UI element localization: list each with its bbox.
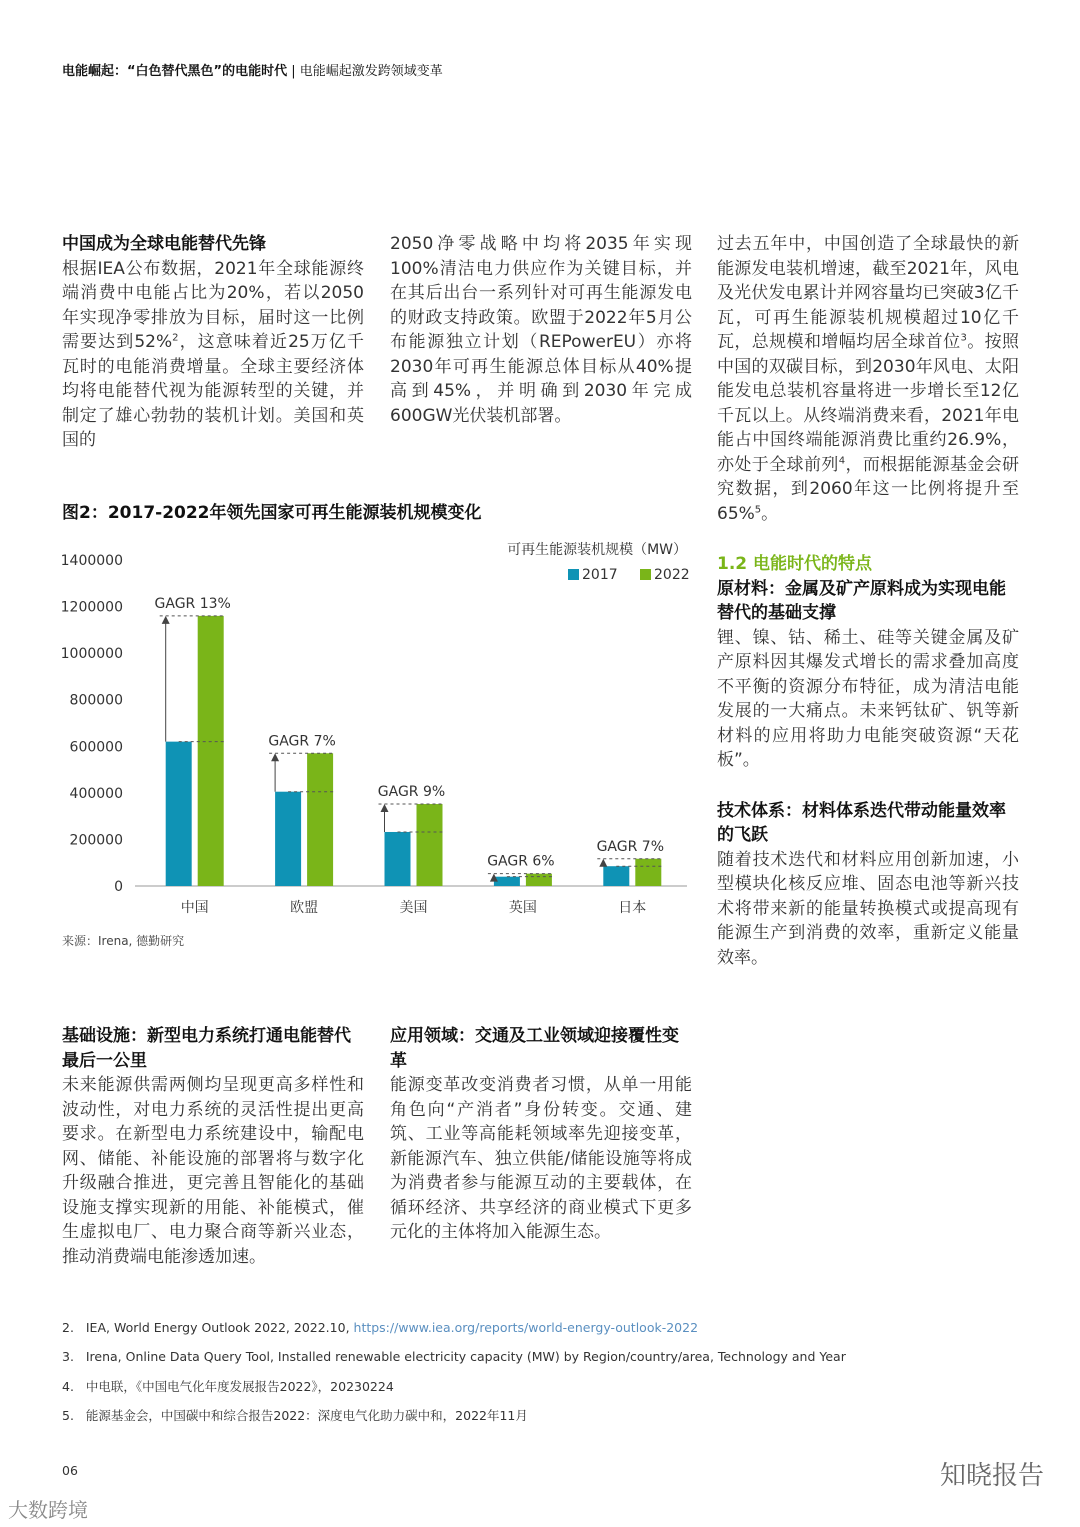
y-tick-label: 1400000 <box>60 553 123 569</box>
bar-2022 <box>198 616 224 886</box>
column-2 <box>390 232 692 428</box>
category-label: 日本 <box>618 900 647 916</box>
header-title: 电能崛起：“白色替代黑色”的电能时代 <box>62 64 288 79</box>
col1-heading: 中国成为全球电能替代先锋 <box>62 234 266 254</box>
bar-2017 <box>166 742 192 886</box>
col3-paragraph-materials: 锂、镍、钴、稀土、硅等关键金属及矿产原料因其爆发式增长的需求叠加高度不平衡的资源分布特征，成为清洁电能发展的一大痛点。未来钙钛矿、钒等新材料的应用将助力电能突破资源“天花板”。 <box>717 627 1019 770</box>
category-label: 英国 <box>508 900 537 916</box>
gagr-label: GAGR 13% <box>154 595 231 612</box>
category-label: 美国 <box>399 900 428 916</box>
legend-label-2022: 2022 <box>654 567 690 583</box>
footnote-4: 4. 中电联，《中国电气化年度发展报告2022》，20230224 <box>62 1379 394 1394</box>
col2-paragraph: 2050净零战略中均将2035年实现100%清洁电力供应作为关键目标，并在其后出台一系列针对可再生能源发电的财政支持政策。欧盟于2022年5月公布能源独立计划（REPowerEU）亦将2030年可再生能源总体目标从40%提高到45%，并明确到2030年完成600GW光伏装机部署。 <box>390 234 692 426</box>
category-label: 欧盟 <box>290 900 319 916</box>
y-tick-label: 800000 <box>69 692 123 709</box>
running-header <box>62 60 443 79</box>
col3-paragraph: 过去五年中，中国创造了全球最快的新能源发电装机增速，截至2021年，风电及光伏发电累计并网容量均已突破3亿千瓦，可再生能源装机规模超过10亿千瓦，总规模和增幅均居全球首位$^3$。按照中国的双碳目标，到2030年风电、太阳能发电总装机容量将进一步增长至12亿千瓦以上。从终端消费来看，2021年电能占中国终端能源消费比重约26.9%，亦处于全球前列$^4$，而根据能源基金会研究数据，到2060年这一比例将提升至65%$^5$。 <box>717 234 1020 524</box>
col3-heading-tech: 技术体系：材料体系迭代带动能量效率的飞跃 <box>717 800 1006 845</box>
infrastructure-paragraph: 未来能源供需两侧均呈现更高多样性和波动性，对电力系统的灵活性提出更高要求。在新型电力系统建设中，输配电网、储能、补能设施的部署将与数字化升级融合推进，更完善且智能化的基础设施支撑实现新的用能、补能模式，催生虚拟电厂、电力聚合商等新兴业态，推动消费端电能渗透加速。 <box>62 1075 364 1267</box>
col3-paragraph-tech: 随着技术迭代和材料应用创新加速，小型模块化核反应堆、固态电池等新兴技术将带来新的能量转换模式或提高现有能源生产到消费的效率，重新定义能量效率。 <box>717 849 1019 968</box>
page-number: 06 <box>62 1463 78 1478</box>
growth-arrowhead <box>162 616 170 624</box>
bottom-column-1 <box>62 1024 364 1269</box>
y-tick-label: 200000 <box>69 832 123 849</box>
gagr-label: GAGR 9% <box>377 784 446 801</box>
column-3 <box>717 232 1019 970</box>
header-section: 电能崛起激发跨领域变革 <box>299 64 443 79</box>
col3-heading-materials: 原材料：金属及矿产原料成为实现电能替代的基础支撑 <box>717 578 1006 623</box>
footnote-3: 3. Irena, Online Data Query Tool, Installed renewable electricity capacity (MW) by Region/country/area, Technology and Year <box>62 1348 846 1364</box>
footnote-2: 2. IEA, World Energy Outlook 2022, 2022.10, https://www.iea.org/reports/world-energy-outlook-2022 <box>62 1320 699 1335</box>
bar-2017 <box>494 877 520 886</box>
chart-svg <box>55 530 695 920</box>
legend-swatch-2022 <box>640 569 651 580</box>
bar-2022 <box>526 874 552 886</box>
footnote-5: 5. 能源基金会，中国碳中和综合报告2022：深度电气化助力碳中和，2022年11月 <box>62 1407 528 1423</box>
bar-2022 <box>417 804 443 886</box>
y-tick-label: 1000000 <box>60 646 123 663</box>
section-heading: 1.2 电能时代的特点 <box>717 554 873 574</box>
gagr-label: GAGR 6% <box>487 853 555 870</box>
bar-2017 <box>275 792 301 886</box>
bar-2022 <box>635 859 661 886</box>
col1-paragraph: 根据IEA公布数据，2021年全球能源终端消费中电能占比为20%，若以2050年实现净零排放为目标，届时这一比例需要达到52%$^2$，这意味着近25万亿千瓦时的电能消费增量。全球主要经济体均将电能替代视为能源转型的关键，并制定了雄心勃勃的装机计划。美国和英国的 <box>62 258 364 450</box>
header-separator: | <box>287 64 300 79</box>
bar-2022 <box>307 753 333 886</box>
gagr-label: GAGR 7% <box>596 838 665 855</box>
footnote-link[interactable]: https://www.iea.org/reports/world-energy-outlook-2022 <box>353 1320 699 1335</box>
category-label: 中国 <box>180 900 209 916</box>
growth-arrowhead <box>599 859 607 867</box>
application-paragraph: 能源变革改变消费者习惯，从单一用能角色向“产消者”身份转变。交通、建筑、工业等高能耗领域率先迎接变革，新能源汽车、独立供能/储能设施等将成为消费者参与能源互动的主要载体，在循环经济、共享经济的商业模式下更多元化的主体将加入能源生态。 <box>390 1075 692 1242</box>
footnotes <box>62 1320 846 1434</box>
growth-arrowhead <box>271 753 279 761</box>
growth-arrowhead <box>381 804 389 812</box>
bar-2017 <box>385 832 411 886</box>
gagr-label: GAGR 7% <box>268 733 336 750</box>
bar-chart <box>55 530 695 920</box>
y-axis-label: 可再生能源装机规模（MW） <box>507 542 687 558</box>
watermark-left: 大数跨境 <box>8 1498 88 1522</box>
figure-title: 图2：2017-2022年领先国家可再生能源装机规模变化 <box>62 503 482 523</box>
application-heading: 应用领域：交通及工业领域迎接覆性变革 <box>390 1026 679 1071</box>
legend-swatch-2017 <box>568 569 579 580</box>
column-1 <box>62 232 364 453</box>
watermark-right: 知晓报告 <box>939 1461 1044 1491</box>
y-tick-label: 1200000 <box>60 599 123 616</box>
y-tick-label: 400000 <box>69 785 123 802</box>
bar-2017 <box>603 866 629 886</box>
infrastructure-heading: 基础设施：新型电力系统打通电能替代最后一公里 <box>62 1026 351 1071</box>
y-tick-label: 600000 <box>69 739 123 756</box>
figure-source: 来源：Irena, 德勤研究 <box>62 934 185 948</box>
y-tick-label: 0 <box>114 879 123 895</box>
bottom-column-2 <box>390 1024 692 1245</box>
legend-label-2017: 2017 <box>582 567 618 583</box>
